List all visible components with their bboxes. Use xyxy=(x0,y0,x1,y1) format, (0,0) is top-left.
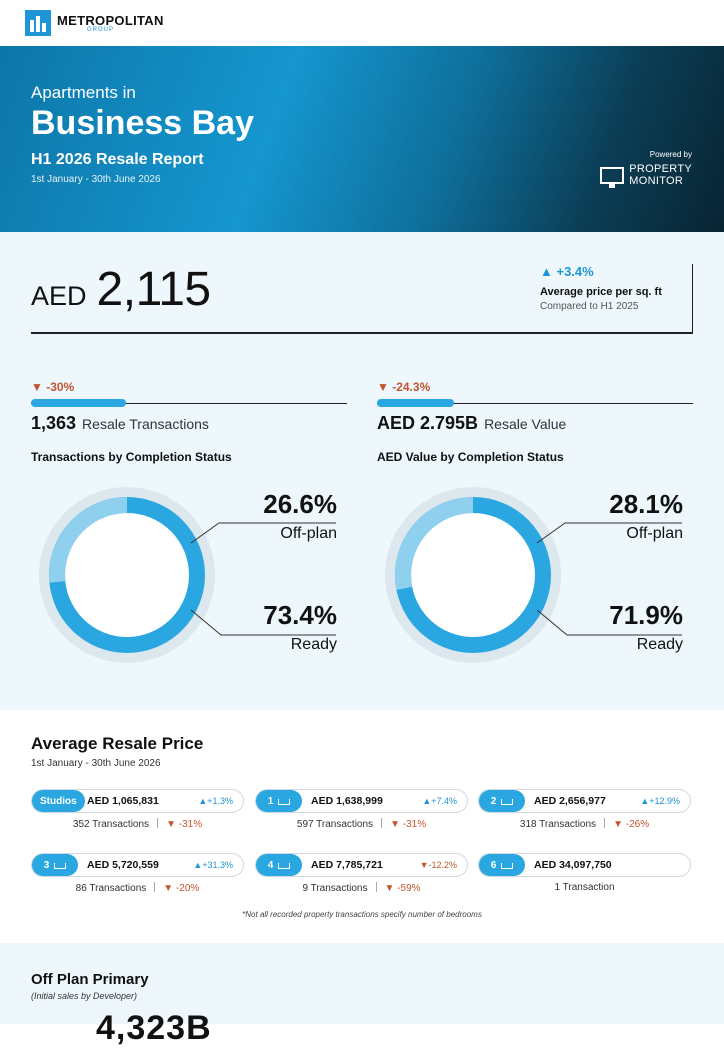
bedroom-price-change: ▼-12.2% xyxy=(419,860,457,870)
price-per-sqft-card xyxy=(540,264,693,333)
transactions-unit: Resale Transactions xyxy=(82,416,209,432)
bedroom-transactions xyxy=(31,818,244,830)
bedroom-price-pill xyxy=(31,853,244,877)
bedroom-tag-label: 1 xyxy=(267,795,274,807)
divider xyxy=(31,332,693,334)
metropolitan-logo xyxy=(25,10,164,36)
bedroom-tag xyxy=(256,854,302,876)
bedroom-tx-count: 352 Transactions xyxy=(72,819,150,830)
value-value: AED 2.795B xyxy=(377,413,479,433)
price-compared: Compared to H1 2025 xyxy=(540,301,639,312)
bedroom-transactions xyxy=(255,818,468,830)
bedroom-tx-count: 86 Transactions xyxy=(75,883,147,894)
bedroom-price: AED 1,065,831 xyxy=(87,795,159,807)
bedroom-tx-change: ▼ -20% xyxy=(163,883,200,894)
bedroom-price: AED 2,656,977 xyxy=(534,795,606,807)
transactions-bar xyxy=(31,399,347,407)
hero-pre: Apartments in xyxy=(31,83,136,102)
value-section-title: AED Value by Completion Status xyxy=(377,450,564,464)
bedroom-tag xyxy=(256,790,302,812)
ready-pct: 71.9% xyxy=(609,600,683,630)
hero-report-title: H1 2026 Resale Report xyxy=(31,151,204,168)
bedroom-tag-label: Studios xyxy=(40,795,77,807)
avg-resale-dates: 1st January - 30th June 2026 xyxy=(31,758,161,769)
bedroom-transactions xyxy=(478,882,691,893)
currency: AED xyxy=(31,281,87,311)
bedroom-tag-label: 4 xyxy=(267,859,274,871)
bedroom-price-pill xyxy=(478,853,691,877)
bed-icon xyxy=(501,863,513,869)
top-bar xyxy=(0,0,724,46)
bedroom-tag xyxy=(32,854,78,876)
off-plan-title: Off Plan Primary xyxy=(31,971,149,988)
bed-icon xyxy=(501,799,513,805)
offplan-pct: 28.1% xyxy=(609,489,683,519)
transactions-value: 1,363 xyxy=(31,413,77,433)
transactions-donut xyxy=(31,480,341,670)
off-plan-subtitle: (Initial sales by Developer) xyxy=(31,991,138,1001)
bedroom-tx-count: 9 Transactions xyxy=(302,883,368,894)
transactions-change: ▼ -30% xyxy=(31,380,75,394)
ready-label: Ready xyxy=(636,636,683,653)
value-bar xyxy=(377,399,693,407)
offplan-label: Off-plan xyxy=(280,525,337,542)
hero-dates: 1st January - 30th June 2026 xyxy=(31,174,161,185)
value-unit: Resale Value xyxy=(484,416,567,432)
bedroom-price: AED 34,097,750 xyxy=(534,859,612,871)
bedroom-tx-change: ▼ -31% xyxy=(166,819,203,830)
bedroom-note: *Not all recorded property transactions specify number of bedrooms xyxy=(242,910,482,919)
transactions-section-title: Transactions by Completion Status xyxy=(31,450,232,464)
bedroom-tag xyxy=(479,854,525,876)
bed-icon xyxy=(54,863,66,869)
bedroom-transactions xyxy=(255,882,468,894)
bedroom-tx-change: ▼ -59% xyxy=(384,883,421,894)
bedroom-transactions xyxy=(478,818,691,830)
partner-line2: MONITOR xyxy=(629,175,684,187)
value-change: ▼ -24.3% xyxy=(377,380,431,394)
bed-icon xyxy=(278,799,290,805)
bedroom-tag xyxy=(32,790,85,812)
offplan-pct: 26.6% xyxy=(263,489,337,519)
price-label: Average price per sq. ft xyxy=(540,286,662,298)
transactions-kpi xyxy=(31,380,347,464)
building-icon xyxy=(25,10,51,36)
bedroom-price-change: ▲+7.4% xyxy=(422,796,457,806)
bed-icon xyxy=(278,863,290,869)
bedroom-price-pill xyxy=(255,853,468,877)
price-per-sqft-value xyxy=(31,262,211,317)
bedroom-price-change: ▲+31.3% xyxy=(193,860,233,870)
powered-by: Powered by xyxy=(649,150,692,159)
bedroom-tx-count: 1 Transaction xyxy=(554,882,615,893)
bedroom-tag xyxy=(479,790,525,812)
monitor-icon xyxy=(600,167,624,184)
off-plan-section xyxy=(0,943,724,1047)
bedroom-price: AED 7,785,721 xyxy=(311,859,383,871)
brand-name: METROPOLITAN xyxy=(57,12,164,28)
bedroom-tx-change: ▼ -26% xyxy=(613,819,650,830)
bedroom-tx-count: 597 Transactions xyxy=(296,819,374,830)
bedroom-price: AED 1,638,999 xyxy=(311,795,383,807)
property-monitor-logo xyxy=(600,150,692,187)
bedroom-price-pill xyxy=(255,789,468,813)
bedroom-tx-change: ▼ -31% xyxy=(390,819,427,830)
hero-area: Business Bay xyxy=(31,104,254,142)
brand-sub: GROUP xyxy=(87,26,115,33)
bedroom-tag-label: 2 xyxy=(490,795,497,807)
value-kpi xyxy=(377,380,693,464)
bedroom-transactions xyxy=(31,882,244,894)
bedroom-price: AED 5,720,559 xyxy=(87,859,159,871)
bedroom-price-change: ▲+1.3% xyxy=(198,796,233,806)
partner-line1: PROPERTY xyxy=(629,163,692,175)
bedroom-price-pill xyxy=(31,789,244,813)
bedroom-price-change: ▲+12.9% xyxy=(640,796,680,806)
hero-banner xyxy=(0,46,724,232)
value-donut xyxy=(377,480,687,670)
transactions-bar-fill xyxy=(31,399,126,407)
price-value: 2,115 xyxy=(96,263,211,316)
avg-resale-title: Average Resale Price xyxy=(31,734,204,753)
ready-pct: 73.4% xyxy=(263,600,337,630)
off-plan-value: 4,323B xyxy=(96,1009,212,1047)
value-bar-fill xyxy=(377,399,454,407)
ready-label: Ready xyxy=(290,636,337,653)
offplan-label: Off-plan xyxy=(626,525,683,542)
bedroom-tx-count: 318 Transactions xyxy=(519,819,597,830)
bedroom-price-pill xyxy=(478,789,691,813)
bedroom-tag-label: 6 xyxy=(490,859,497,871)
price-change: ▲ +3.4% xyxy=(540,264,594,279)
bedroom-tag-label: 3 xyxy=(43,859,50,871)
